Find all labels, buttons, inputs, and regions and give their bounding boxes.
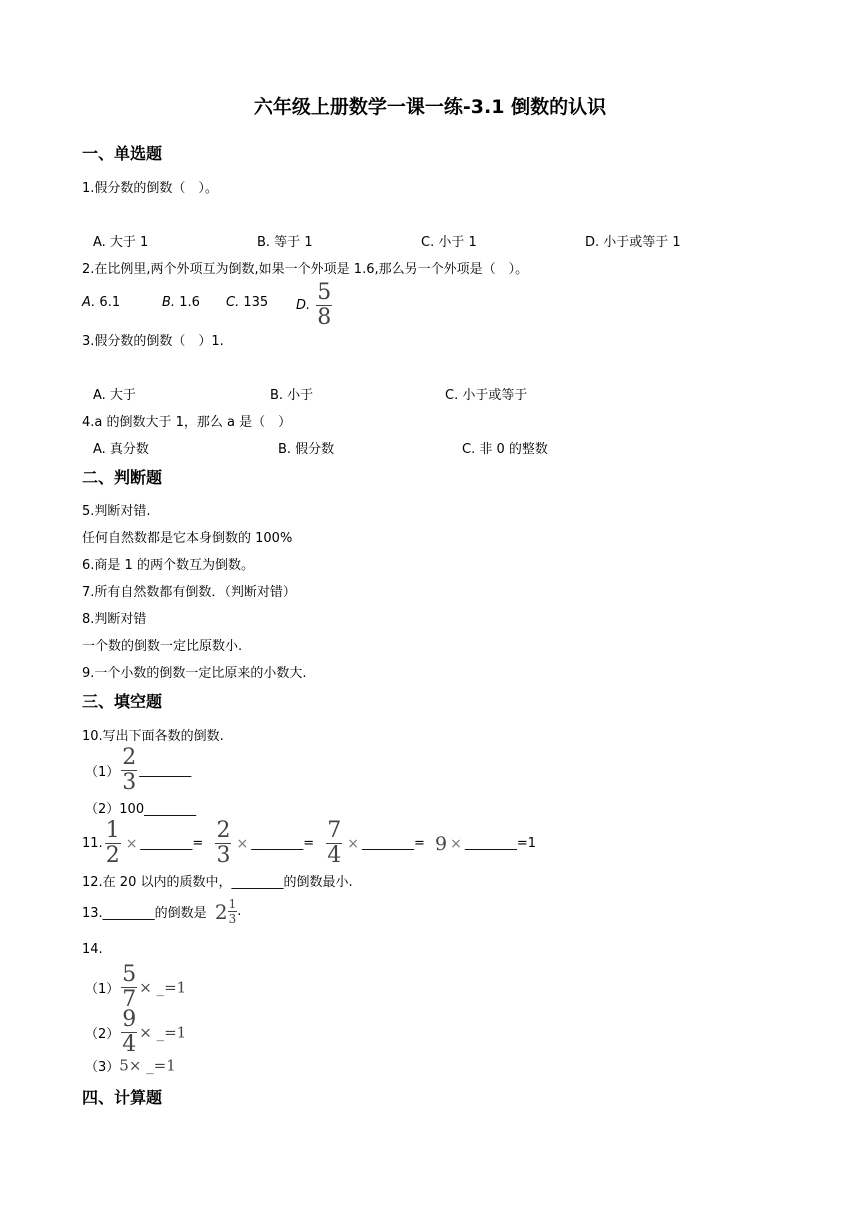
answer-blank[interactable]: ________= <box>140 836 204 851</box>
fraction-numerator: 5 <box>122 962 137 987</box>
mixed-whole: 2 <box>214 899 228 924</box>
item-label: （2） <box>85 1027 120 1042</box>
option-value: 6.1 <box>99 295 121 310</box>
question-4-option-c[interactable]: C. 非 0 的整数 <box>462 442 548 457</box>
mixed-number <box>215 898 237 925</box>
section-heading-calculation: 四、计算题 <box>82 1088 163 1107</box>
answer-blank[interactable]: ________= <box>361 836 425 851</box>
fraction-numerator: 7 <box>327 818 342 843</box>
answer-blank[interactable]: ________ <box>139 763 192 778</box>
fraction-denominator: 2 <box>105 843 120 868</box>
times-sign: × <box>125 835 138 852</box>
fraction-denominator: 3 <box>216 843 231 868</box>
section-heading-single-choice: 一、单选题 <box>82 144 163 163</box>
section-heading-true-false: 二、判断题 <box>82 468 163 487</box>
fraction <box>121 964 137 1011</box>
whole-number: 9 <box>435 832 448 855</box>
question-8-stem: 8.判断对错 <box>82 612 147 627</box>
question-2-option-b[interactable] <box>162 295 200 310</box>
fraction <box>326 820 342 867</box>
item-label: （3） <box>85 1060 120 1075</box>
question-10-stem: 10.写出下面各数的倒数. <box>82 729 224 744</box>
question-13-prefix: 13.________的倒数是 <box>82 906 207 921</box>
question-10-item-1 <box>85 747 191 794</box>
question-5-stem: 5.判断对错. <box>82 504 151 519</box>
fraction <box>215 820 231 867</box>
fraction-numerator: 2 <box>122 745 137 770</box>
question-6-stem: 6.商是 1 的两个数互为倒数。 <box>82 558 254 573</box>
question-14-item-1 <box>85 964 186 1011</box>
question-2-option-a[interactable] <box>82 295 120 310</box>
option-letter: D. <box>296 298 311 313</box>
item-text[interactable]: 100________ <box>119 802 197 817</box>
option-letter: A. <box>82 295 96 310</box>
option-value: 1.6 <box>179 295 200 310</box>
question-14-stem: 14. <box>82 942 103 957</box>
question-10-item-2 <box>85 798 196 817</box>
question-1-option-d[interactable]: D. 小于或等于 1 <box>585 235 681 250</box>
item-label: （1） <box>85 765 120 780</box>
question-2-option-c[interactable] <box>226 295 268 310</box>
question-4-option-a[interactable]: A. 真分数 <box>93 442 149 457</box>
question-13-suffix: . <box>237 904 242 919</box>
fraction-denominator: 3 <box>228 912 237 926</box>
question-9-stem: 9.一个小数的倒数一定比原来的小数大. <box>82 666 307 681</box>
question-3-option-a[interactable]: A. 大于 <box>93 388 136 403</box>
answer-blank[interactable]: ________= <box>251 836 315 851</box>
question-1-option-a[interactable]: A. 大于 1 <box>93 235 149 250</box>
fraction-denominator: 8 <box>317 305 332 330</box>
fraction-numerator: 9 <box>122 1007 137 1032</box>
expression-tail[interactable]: × _=1 <box>139 978 187 997</box>
item-label: （2） <box>85 802 120 817</box>
fraction-denominator: 4 <box>122 1032 137 1057</box>
question-8-body: 一个数的倒数一定比原数小. <box>82 639 243 654</box>
question-4-option-b[interactable]: B. 假分数 <box>278 442 335 457</box>
question-number: 11. <box>82 836 103 851</box>
fraction-denominator: 7 <box>122 987 137 1012</box>
question-2-option-d[interactable] <box>296 282 334 329</box>
question-1-option-b[interactable]: B. 等于 1 <box>257 235 313 250</box>
question-5-body: 任何自然数都是它本身倒数的 100% <box>82 531 293 546</box>
question-3-option-c[interactable]: C. 小于或等于 <box>445 388 528 403</box>
times-sign: × <box>450 835 462 852</box>
question-4-stem: 4.a 的倒数大于 1，那么 a 是（ ） <box>82 415 292 430</box>
fraction-numerator: 1 <box>228 897 237 911</box>
question-2-stem: 2.在比例里,两个外项互为倒数,如果一个外项是 1.6,那么另一个外项是（ ）。 <box>82 262 529 277</box>
fraction <box>105 820 121 867</box>
answer-blank[interactable]: ________=1 <box>464 836 537 851</box>
expression-tail[interactable]: × _=1 <box>139 1023 187 1042</box>
times-sign: × <box>347 835 359 852</box>
question-1-stem: 1.假分数的倒数（ ）。 <box>82 181 218 196</box>
question-14-item-2 <box>85 1009 186 1056</box>
question-3-option-b[interactable]: B. 小于 <box>270 388 314 403</box>
fraction-numerator: 1 <box>105 818 120 843</box>
question-13-line <box>82 898 241 925</box>
fraction-numerator: 2 <box>216 818 231 843</box>
times-sign: × <box>236 835 249 852</box>
option-letter: B. <box>162 295 176 310</box>
fraction <box>316 282 332 329</box>
expression[interactable]: 5× _=1 <box>119 1056 176 1075</box>
question-11-equation <box>82 820 536 867</box>
section-heading-fill-blank: 三、填空题 <box>82 692 163 711</box>
fraction <box>121 747 137 794</box>
option-value: 135 <box>243 295 269 310</box>
fraction-numerator: 5 <box>317 280 332 305</box>
fraction <box>121 1009 137 1056</box>
item-label: （1） <box>85 982 120 997</box>
fraction-denominator: 3 <box>122 770 137 795</box>
question-12-stem: 12.在 20 以内的质数中，________的倒数最小. <box>82 875 353 890</box>
question-1-option-c[interactable]: C. 小于 1 <box>421 235 477 250</box>
page-title: 六年级上册数学一课一练-3.1 倒数的认识 <box>253 96 607 118</box>
question-3-stem: 3.假分数的倒数（ ）1. <box>82 334 224 349</box>
option-letter: C. <box>226 295 240 310</box>
fraction-denominator: 4 <box>327 843 342 868</box>
question-7-stem: 7.所有自然数都有倒数．（判断对错） <box>82 585 296 600</box>
question-14-item-3 <box>85 1056 176 1075</box>
fraction <box>228 898 238 925</box>
